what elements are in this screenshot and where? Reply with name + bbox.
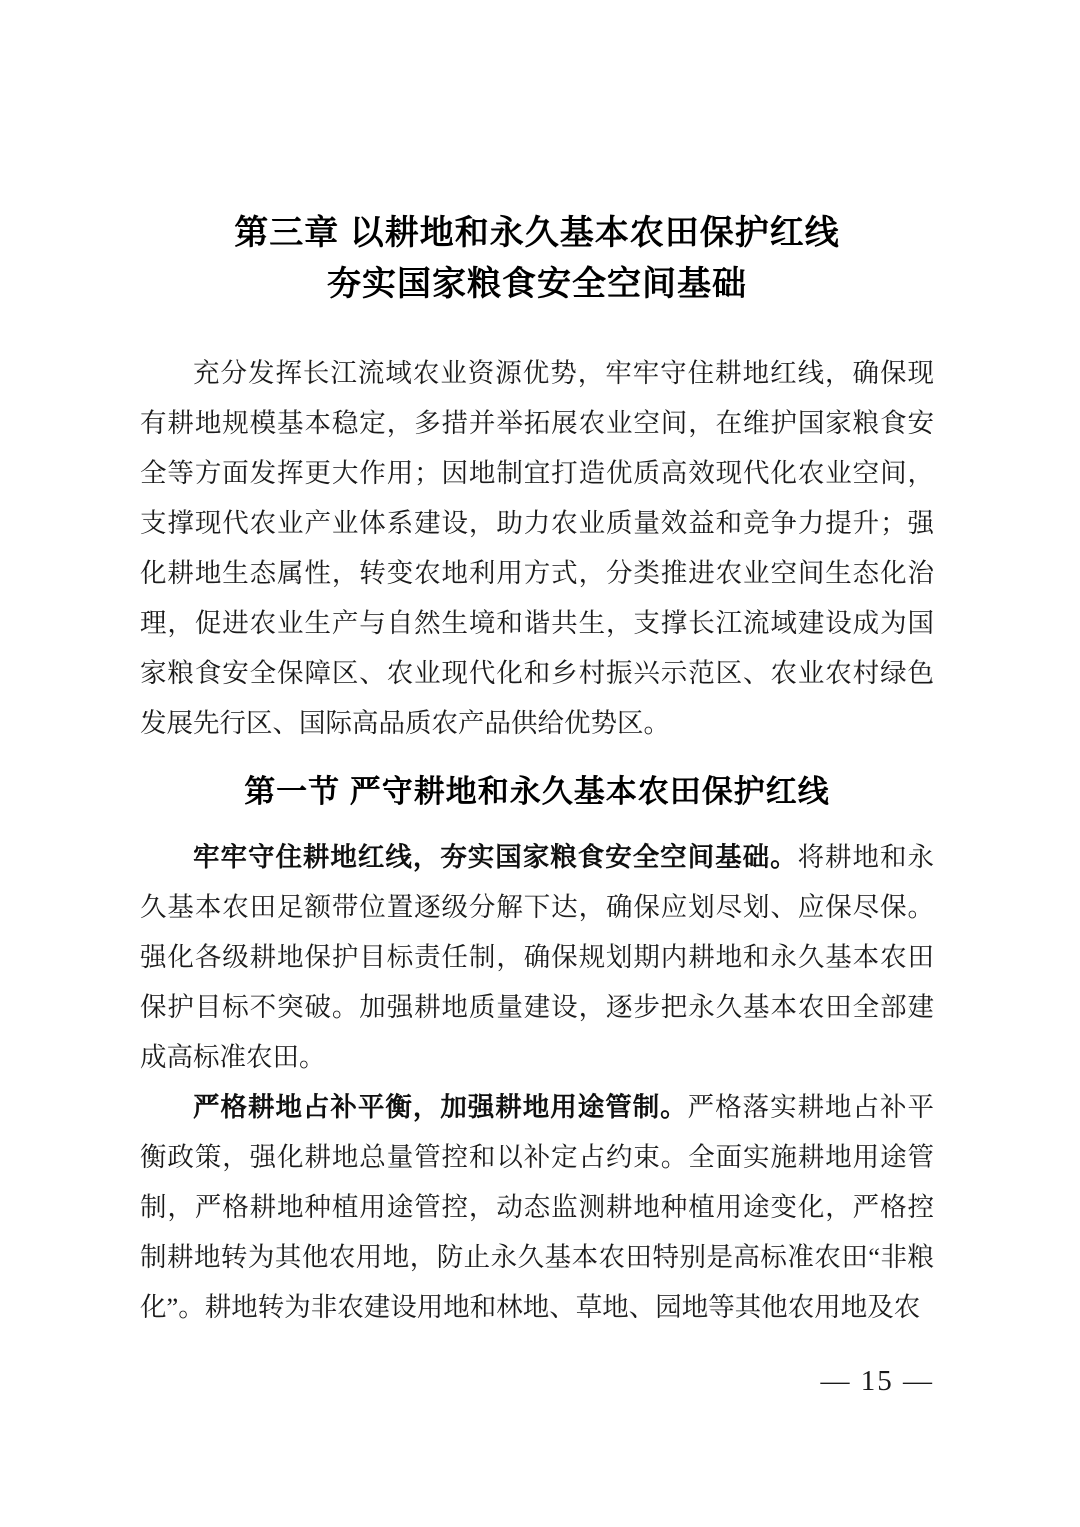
paragraph-balance-control	[140, 1082, 934, 1332]
section-title: 第一节 严守耕地和永久基本农田保护红线	[244, 774, 830, 809]
paragraph-balance-control-lead: 严格耕地占补平衡，加强耕地用途管制。	[193, 1092, 688, 1122]
chapter-title-line1: 第三章 以耕地和永久基本农田保护红线	[234, 214, 840, 252]
page-number: — 15 —	[820, 1365, 934, 1397]
paragraph-balance-control-body: 严格落实耕地占补平衡政策，强化耕地总量管控和以补定占约束。全面实施耕地用途管制，严格耕地种植用途管控，动态监测耕地种植用途变化，严格控制耕地转为其他农用地，防止永久基本农田特别是高标准农田“非粮化”。耕地转为非农建设用地和林地、草地、园地等其他农用地及农	[140, 1092, 935, 1322]
paragraph-red-line-lead: 牢牢守住耕地红线，夯实国家粮食安全空间基础。	[193, 842, 798, 872]
chapter-title-line2: 夯实国家粮食安全空间基础	[327, 265, 747, 303]
chapter-title	[140, 208, 934, 310]
paragraph-red-line-body: 将耕地和永久基本农田足额带位置逐级分解下达，确保应划尽划、应保尽保。强化各级耕地保护目标责任制，确保规划期内耕地和永久基本农田保护目标不突破。加强耕地质量建设，逐步把永久基本农田全部建成高标准农田。	[140, 842, 935, 1072]
paragraph-red-line	[140, 832, 934, 1082]
intro-paragraph: 充分发挥长江流域农业资源优势，牢牢守住耕地红线，确保现有耕地规模基本稳定，多措并举拓展农业空间，在维护国家粮食安全等方面发挥更大作用；因地制宜打造优质高效现代化农业空间，支撑现代农业产业体系建设，助力农业质量效益和竞争力提升；强化耕地生态属性，转变农地利用方式，分类推进农业空间生态化治理，促进农业生产与自然生境和谐共生，支撑长江流域建设成为国家粮食安全保障区、农业现代化和乡村振兴示范区、农业农村绿色发展先行区、国际高品质农产品供给优势区。	[140, 358, 934, 738]
